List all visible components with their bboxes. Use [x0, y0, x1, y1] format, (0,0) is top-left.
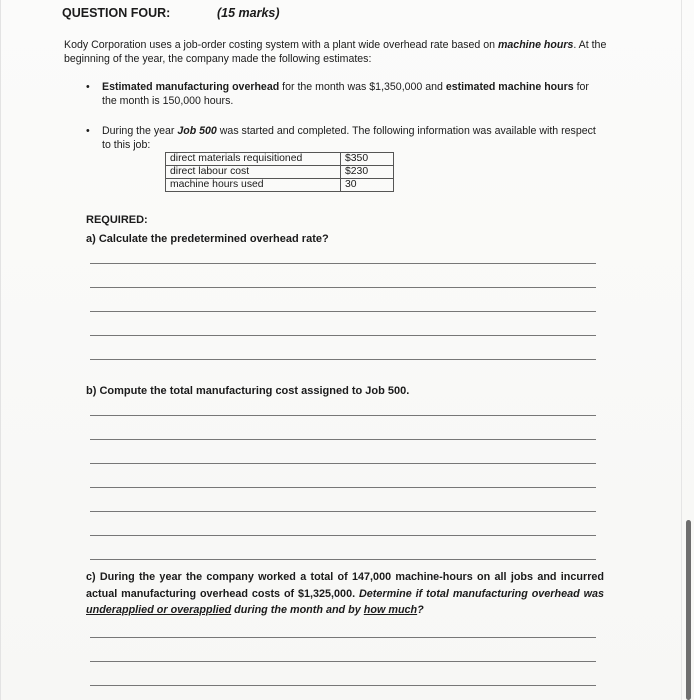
table-row: [166, 166, 394, 179]
required-heading: REQUIRED:: [86, 214, 148, 226]
question-c-ask-2: during the month and by: [231, 604, 364, 616]
table-cell-label: direct labour cost: [166, 166, 341, 179]
answer-line-b7[interactable]: [90, 559, 596, 560]
table-cell-value: 30: [341, 179, 394, 192]
question-c-text-4: .: [352, 587, 359, 600]
answer-line-b6[interactable]: [90, 535, 596, 536]
answer-line-b5[interactable]: [90, 511, 596, 512]
question-b: b) Compute the total manufacturing cost assigned to Job 500.: [86, 385, 410, 397]
intro-text-2: . At the beginning of the year, the company made the following estimates:: [64, 39, 607, 65]
table-cell-label: direct materials requisitioned: [166, 153, 341, 166]
answer-line-c2[interactable]: [90, 661, 596, 662]
bullet2-text-2: was started and completed. The following information was available with respect to this job:: [102, 125, 596, 151]
bullet2-job: Job 500: [177, 125, 217, 137]
intro-paragraph: [64, 38, 624, 66]
question-c-ask-1: Determine if total manufacturing overhead was: [358, 587, 604, 600]
answer-line-a4[interactable]: [90, 335, 596, 336]
answer-line-c3[interactable]: [90, 685, 596, 686]
bullet-job-text: [102, 124, 598, 152]
question-c-howmuch: how much: [363, 604, 418, 616]
bullet-dot-icon: •: [86, 125, 90, 137]
answer-line-a3[interactable]: [90, 311, 596, 312]
bullet1-label-2: estimated machine hours: [445, 81, 574, 93]
table-cell-value: $350: [341, 153, 394, 166]
bullet1-label-1: Estimated manufacturing overhead: [102, 81, 280, 93]
answer-line-b2[interactable]: [90, 439, 596, 440]
page-left-edge: [0, 0, 1, 700]
bullet1-text-2: for the month is 150,000 hours.: [102, 81, 589, 107]
question-title: QUESTION FOUR:: [62, 6, 171, 20]
table-row: [166, 153, 394, 166]
question-c: [86, 569, 604, 619]
question-c-under: underapplied or overapplied: [86, 604, 232, 616]
answer-line-a1[interactable]: [90, 263, 596, 264]
answer-line-b1[interactable]: [90, 415, 596, 416]
question-c-text-3: jobs and incurred actual manufacturing overhead costs of: [86, 571, 604, 600]
bullet1-text-1: for the month was $1,350,000 and: [279, 81, 446, 93]
answer-line-a5[interactable]: [90, 359, 596, 360]
question-c-text-1: c) During the year the company worked a total of: [86, 571, 353, 583]
page-right-edge: [681, 0, 682, 700]
answer-line-b3[interactable]: [90, 463, 596, 464]
table-cell-value: $230: [341, 166, 394, 179]
job-cost-table: [165, 152, 394, 192]
question-c-ask-3: ?: [417, 604, 424, 616]
bullet2-text-1: During the year: [102, 125, 178, 137]
question-c-all: all: [494, 571, 507, 583]
table-row: [166, 179, 394, 192]
answer-line-c1[interactable]: [90, 637, 596, 638]
question-c-hours: 147,000: [352, 571, 392, 583]
answer-line-a2[interactable]: [90, 287, 596, 288]
question-c-cost: $1,325,000: [298, 587, 353, 600]
bullet-dot-icon: •: [86, 81, 90, 93]
answer-line-b4[interactable]: [90, 487, 596, 488]
question-a: a) Calculate the predetermined overhead rate?: [86, 233, 329, 245]
intro-bold: machine hours: [498, 39, 574, 51]
marks-label: (15 marks): [217, 6, 280, 20]
table-cell-label: machine hours used: [166, 179, 341, 192]
intro-text-1: Kody Corporation uses a job-order costing system with a plant wide overhead rate based on: [64, 39, 498, 51]
bullet-estimates-text: [102, 80, 598, 108]
scrollbar-thumb[interactable]: [686, 520, 691, 700]
question-c-text-2: machine-hours on: [391, 571, 495, 583]
